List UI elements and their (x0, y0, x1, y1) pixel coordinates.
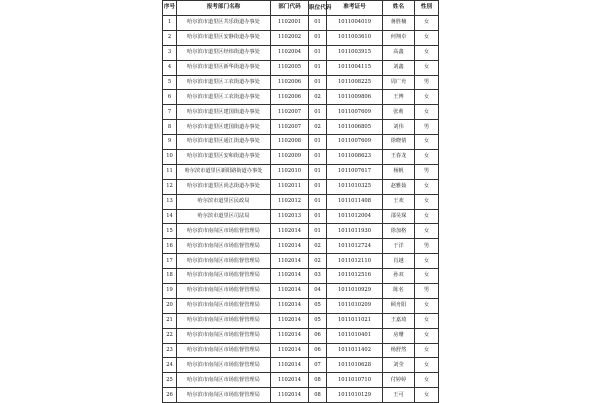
cell-name: 刘鑫 (383, 60, 415, 75)
cell-gender: 男 (415, 284, 439, 299)
cell-position-code: 01 (309, 105, 327, 120)
cell-name: 徐加格 (383, 224, 415, 239)
cell-ticket-number: 1011011408 (327, 194, 383, 209)
cell-index: 22 (163, 328, 177, 343)
cell-name: 陈名 (383, 284, 415, 299)
cell-ticket-number: 1011009806 (327, 90, 383, 105)
cell-name: 邵昊琛 (383, 209, 415, 224)
cell-position-code: 05 (309, 313, 327, 328)
cell-position-code: 02 (309, 120, 327, 135)
table-row (163, 209, 439, 224)
cell-department-code: 1102014 (271, 388, 309, 403)
cell-gender: 男 (415, 75, 439, 90)
cell-name: 赵雅茹 (383, 179, 415, 194)
cell-index: 1 (163, 16, 177, 31)
cell-index: 18 (163, 269, 177, 284)
cell-ticket-number: 1011010929 (327, 284, 383, 299)
cell-index: 21 (163, 313, 177, 328)
cell-department: 哈尔滨市道里区工农街道办事处 (177, 75, 271, 90)
table-body (163, 16, 439, 403)
cell-ticket-number: 1011003915 (327, 45, 383, 60)
cell-department-code: 1102004 (271, 45, 309, 60)
cell-position-code: 01 (309, 16, 327, 31)
cell-department-code: 1102001 (271, 16, 309, 31)
cell-department: 哈尔滨市道里区共乐街道办事处 (177, 16, 271, 31)
cell-department: 哈尔滨市道里区通江街道办事处 (177, 135, 271, 150)
cell-department-code: 1102014 (271, 328, 309, 343)
table-row (163, 239, 439, 254)
table-row (163, 224, 439, 239)
cell-name: 肖越 (383, 254, 415, 269)
table-row (163, 90, 439, 105)
results-table (162, 0, 439, 403)
cell-department-code: 1102013 (271, 209, 309, 224)
table-row (163, 164, 439, 179)
cell-gender: 女 (415, 16, 439, 31)
cell-department: 哈尔滨市南岗区市场监督管理局 (177, 388, 271, 403)
cell-name: 于洋 (383, 239, 415, 254)
cell-position-code: 01 (309, 75, 327, 90)
cell-ticket-number: 1011010628 (327, 358, 383, 373)
cell-name: 周广舟 (383, 75, 415, 90)
cell-department: 哈尔滨市南岗区市场监督管理局 (177, 284, 271, 299)
cell-gender: 男 (415, 164, 439, 179)
cell-index: 6 (163, 90, 177, 105)
cell-department: 哈尔滨市道里区安静街道办事处 (177, 30, 271, 45)
cell-position-code: 07 (309, 358, 327, 373)
table-row (163, 194, 439, 209)
table-row (163, 105, 439, 120)
cell-position-code: 04 (309, 284, 327, 299)
cell-gender: 女 (415, 388, 439, 403)
cell-department-code: 1102002 (271, 30, 309, 45)
cell-department: 哈尔滨市南岗区市场监督管理局 (177, 343, 271, 358)
cell-department-code: 1102014 (271, 373, 309, 388)
cell-department-code: 1102014 (271, 313, 309, 328)
results-table-sheet (162, 0, 438, 400)
cell-department: 哈尔滨市道里区新阳路街道办事处 (177, 164, 271, 179)
cell-department: 哈尔滨市道里区建国街道办事处 (177, 105, 271, 120)
cell-ticket-number: 1011004115 (327, 60, 383, 75)
cell-index: 13 (163, 194, 177, 209)
cell-department: 哈尔滨市道里区工农街道办事处 (177, 90, 271, 105)
table-row (163, 120, 439, 135)
cell-index: 8 (163, 120, 177, 135)
cell-index: 16 (163, 239, 177, 254)
header-ticket-number: 准考证号 (327, 1, 383, 16)
cell-department-code: 1102012 (271, 194, 309, 209)
cell-department-code: 1102010 (271, 164, 309, 179)
cell-name: 顾舟阳 (383, 298, 415, 313)
cell-department-code: 1102009 (271, 150, 309, 165)
cell-gender: 女 (415, 179, 439, 194)
table-row (163, 284, 439, 299)
cell-ticket-number: 1011007617 (327, 164, 383, 179)
cell-department-code: 1102005 (271, 60, 309, 75)
cell-name: 孙双 (383, 269, 415, 284)
cell-name: 付婷婷 (383, 373, 415, 388)
cell-department-code: 1102014 (271, 269, 309, 284)
cell-name: 张莉 (383, 105, 415, 120)
header-gender: 性别 (415, 1, 439, 16)
cell-name: 房珊 (383, 328, 415, 343)
table-row (163, 388, 439, 403)
cell-ticket-number: 1011012516 (327, 269, 383, 284)
cell-department: 哈尔滨市道里区建国街道办事处 (177, 120, 271, 135)
table-row (163, 343, 439, 358)
cell-department-code: 1102014 (271, 254, 309, 269)
table-row (163, 373, 439, 388)
cell-index: 4 (163, 60, 177, 75)
cell-index: 10 (163, 150, 177, 165)
cell-name: 王春龙 (383, 150, 415, 165)
cell-position-code: 01 (309, 30, 327, 45)
table-row (163, 135, 439, 150)
cell-department: 哈尔滨市南岗区市场监督管理局 (177, 328, 271, 343)
cell-ticket-number: 1011010129 (327, 388, 383, 403)
table-row (163, 254, 439, 269)
cell-position-code: 01 (309, 164, 327, 179)
cell-position-code: 08 (309, 373, 327, 388)
cell-gender: 女 (415, 343, 439, 358)
cell-gender: 女 (415, 224, 439, 239)
cell-department: 哈尔滨市道里区安和街道办事处 (177, 150, 271, 165)
cell-department-code: 1102007 (271, 120, 309, 135)
cell-ticket-number: 1011012004 (327, 209, 383, 224)
cell-index: 26 (163, 388, 177, 403)
cell-position-code: 03 (309, 269, 327, 284)
cell-name: 刘莹 (383, 358, 415, 373)
cell-ticket-number: 1011011402 (327, 343, 383, 358)
cell-index: 17 (163, 254, 177, 269)
cell-gender: 女 (415, 269, 439, 284)
cell-ticket-number: 1011010325 (327, 179, 383, 194)
cell-position-code: 06 (309, 343, 327, 358)
cell-name: 徐晓倩 (383, 135, 415, 150)
cell-gender: 女 (415, 45, 439, 60)
cell-ticket-number: 1011008623 (327, 150, 383, 165)
header-department-code: 部门代码 (271, 1, 309, 16)
cell-ticket-number: 1011006805 (327, 120, 383, 135)
cell-ticket-number: 1011007609 (327, 105, 383, 120)
cell-gender: 女 (415, 90, 439, 105)
cell-department: 哈尔滨市道里区司法局 (177, 209, 271, 224)
cell-position-code: 02 (309, 239, 327, 254)
cell-department-code: 1102008 (271, 135, 309, 150)
cell-department: 哈尔滨市南岗区市场监督管理局 (177, 224, 271, 239)
cell-ticket-number: 1011011930 (327, 224, 383, 239)
cell-position-code: 01 (309, 45, 327, 60)
cell-name: 蒋胜楠 (383, 16, 415, 31)
cell-name: 王可 (383, 388, 415, 403)
cell-department: 哈尔滨市道里区尚志街道办事处 (177, 179, 271, 194)
cell-department-code: 1102014 (271, 284, 309, 299)
table-row (163, 30, 439, 45)
cell-position-code: 01 (309, 150, 327, 165)
cell-index: 25 (163, 373, 177, 388)
cell-index: 23 (163, 343, 177, 358)
cell-gender: 女 (415, 194, 439, 209)
table-row (163, 150, 439, 165)
cell-gender: 女 (415, 254, 439, 269)
cell-department: 哈尔滨市道里区民政局 (177, 194, 271, 209)
cell-department-code: 1102014 (271, 343, 309, 358)
cell-position-code: 01 (309, 60, 327, 75)
cell-name: 王欢 (383, 194, 415, 209)
cell-index: 19 (163, 284, 177, 299)
cell-index: 5 (163, 75, 177, 90)
cell-gender: 女 (415, 358, 439, 373)
cell-position-code: 01 (309, 194, 327, 209)
cell-gender: 女 (415, 313, 439, 328)
cell-gender: 女 (415, 60, 439, 75)
cell-name: 杨舒然 (383, 343, 415, 358)
cell-department: 哈尔滨市道里区新华街道办事处 (177, 60, 271, 75)
cell-index: 14 (163, 209, 177, 224)
table-row (163, 269, 439, 284)
cell-department-code: 1102014 (271, 358, 309, 373)
table-row (163, 358, 439, 373)
table-row (163, 179, 439, 194)
cell-ticket-number: 1011010710 (327, 373, 383, 388)
cell-department-code: 1102006 (271, 75, 309, 90)
cell-department: 哈尔滨市南岗区市场监督管理局 (177, 373, 271, 388)
cell-gender: 女 (415, 105, 439, 120)
cell-name: 杨帆 (383, 164, 415, 179)
cell-ticket-number: 1011003610 (327, 30, 383, 45)
header-index: 序号 (163, 1, 177, 16)
cell-position-code: 01 (309, 224, 327, 239)
cell-position-code: 08 (309, 388, 327, 403)
cell-index: 2 (163, 30, 177, 45)
table-header-row (163, 1, 439, 16)
cell-department-code: 1102011 (271, 179, 309, 194)
table-row (163, 45, 439, 60)
cell-name: 何翔卓 (383, 30, 415, 45)
header-position-code (309, 1, 332, 16)
cell-ticket-number: 1011012724 (327, 239, 383, 254)
cell-position-code: 02 (309, 90, 327, 105)
cell-name: 王博 (383, 90, 415, 105)
cell-position-code: 01 (309, 135, 327, 150)
cell-gender: 男 (415, 239, 439, 254)
cell-ticket-number: 10110040​19 (327, 16, 383, 31)
cell-name: 王嘉琦 (383, 313, 415, 328)
cell-department-code: 1102014 (271, 298, 309, 313)
cell-department-code: 1102014 (271, 224, 309, 239)
cell-ticket-number: 1011012110 (327, 254, 383, 269)
cell-index: 11 (163, 164, 177, 179)
cell-index: 20 (163, 298, 177, 313)
cell-department: 哈尔滨市南岗区市场监督管理局 (177, 254, 271, 269)
cell-position-code: 06 (309, 328, 327, 343)
header-position-code-label: 职位代码 (309, 4, 332, 11)
cell-department-code: 1102006 (271, 90, 309, 105)
cell-ticket-number: 1011007609 (327, 135, 383, 150)
cell-department: 哈尔滨市道里区经纬街道办事处 (177, 45, 271, 60)
cell-gender: 女 (415, 135, 439, 150)
table-row (163, 75, 439, 90)
cell-position-code: 05 (309, 298, 327, 313)
table-row (163, 16, 439, 31)
cell-gender: 女 (415, 209, 439, 224)
cell-gender: 女 (415, 373, 439, 388)
cell-gender: 女 (415, 298, 439, 313)
cell-department: 哈尔滨市南岗区市场监督管理局 (177, 269, 271, 284)
cell-gender: 女 (415, 150, 439, 165)
header-department: 报考部门名称 (177, 1, 271, 16)
header-name: 姓名 (383, 1, 415, 16)
cell-index: 15 (163, 224, 177, 239)
cell-name: 刘伟 (383, 120, 415, 135)
cell-ticket-number: 1011010209 (327, 298, 383, 313)
cell-index: 3 (163, 45, 177, 60)
cell-position-code: 01 (309, 179, 327, 194)
table-row (163, 313, 439, 328)
cell-index: 9 (163, 135, 177, 150)
table-row (163, 298, 439, 313)
cell-index: 7 (163, 105, 177, 120)
cell-ticket-number: 1011010401 (327, 328, 383, 343)
cell-department-code: 1102014 (271, 239, 309, 254)
cell-index: 12 (163, 179, 177, 194)
cell-name: 高鑫 (383, 45, 415, 60)
cell-department: 哈尔滨市南岗区市场监督管理局 (177, 298, 271, 313)
cell-department: 哈尔滨市南岗区市场监督管理局 (177, 358, 271, 373)
table-row (163, 328, 439, 343)
cell-gender: 女 (415, 30, 439, 45)
cell-ticket-number: 1011011021 (327, 313, 383, 328)
cell-gender: 男 (415, 120, 439, 135)
table-row (163, 60, 439, 75)
cell-department: 哈尔滨市南岗区市场监督管理局 (177, 239, 271, 254)
cell-ticket-number: 1011008225 (327, 75, 383, 90)
cell-position-code: 01 (309, 209, 327, 224)
cell-department-code: 1102007 (271, 105, 309, 120)
cell-department: 哈尔滨市南岗区市场监督管理局 (177, 313, 271, 328)
cell-gender: 女 (415, 328, 439, 343)
cell-index: 24 (163, 358, 177, 373)
cell-position-code: 02 (309, 254, 327, 269)
